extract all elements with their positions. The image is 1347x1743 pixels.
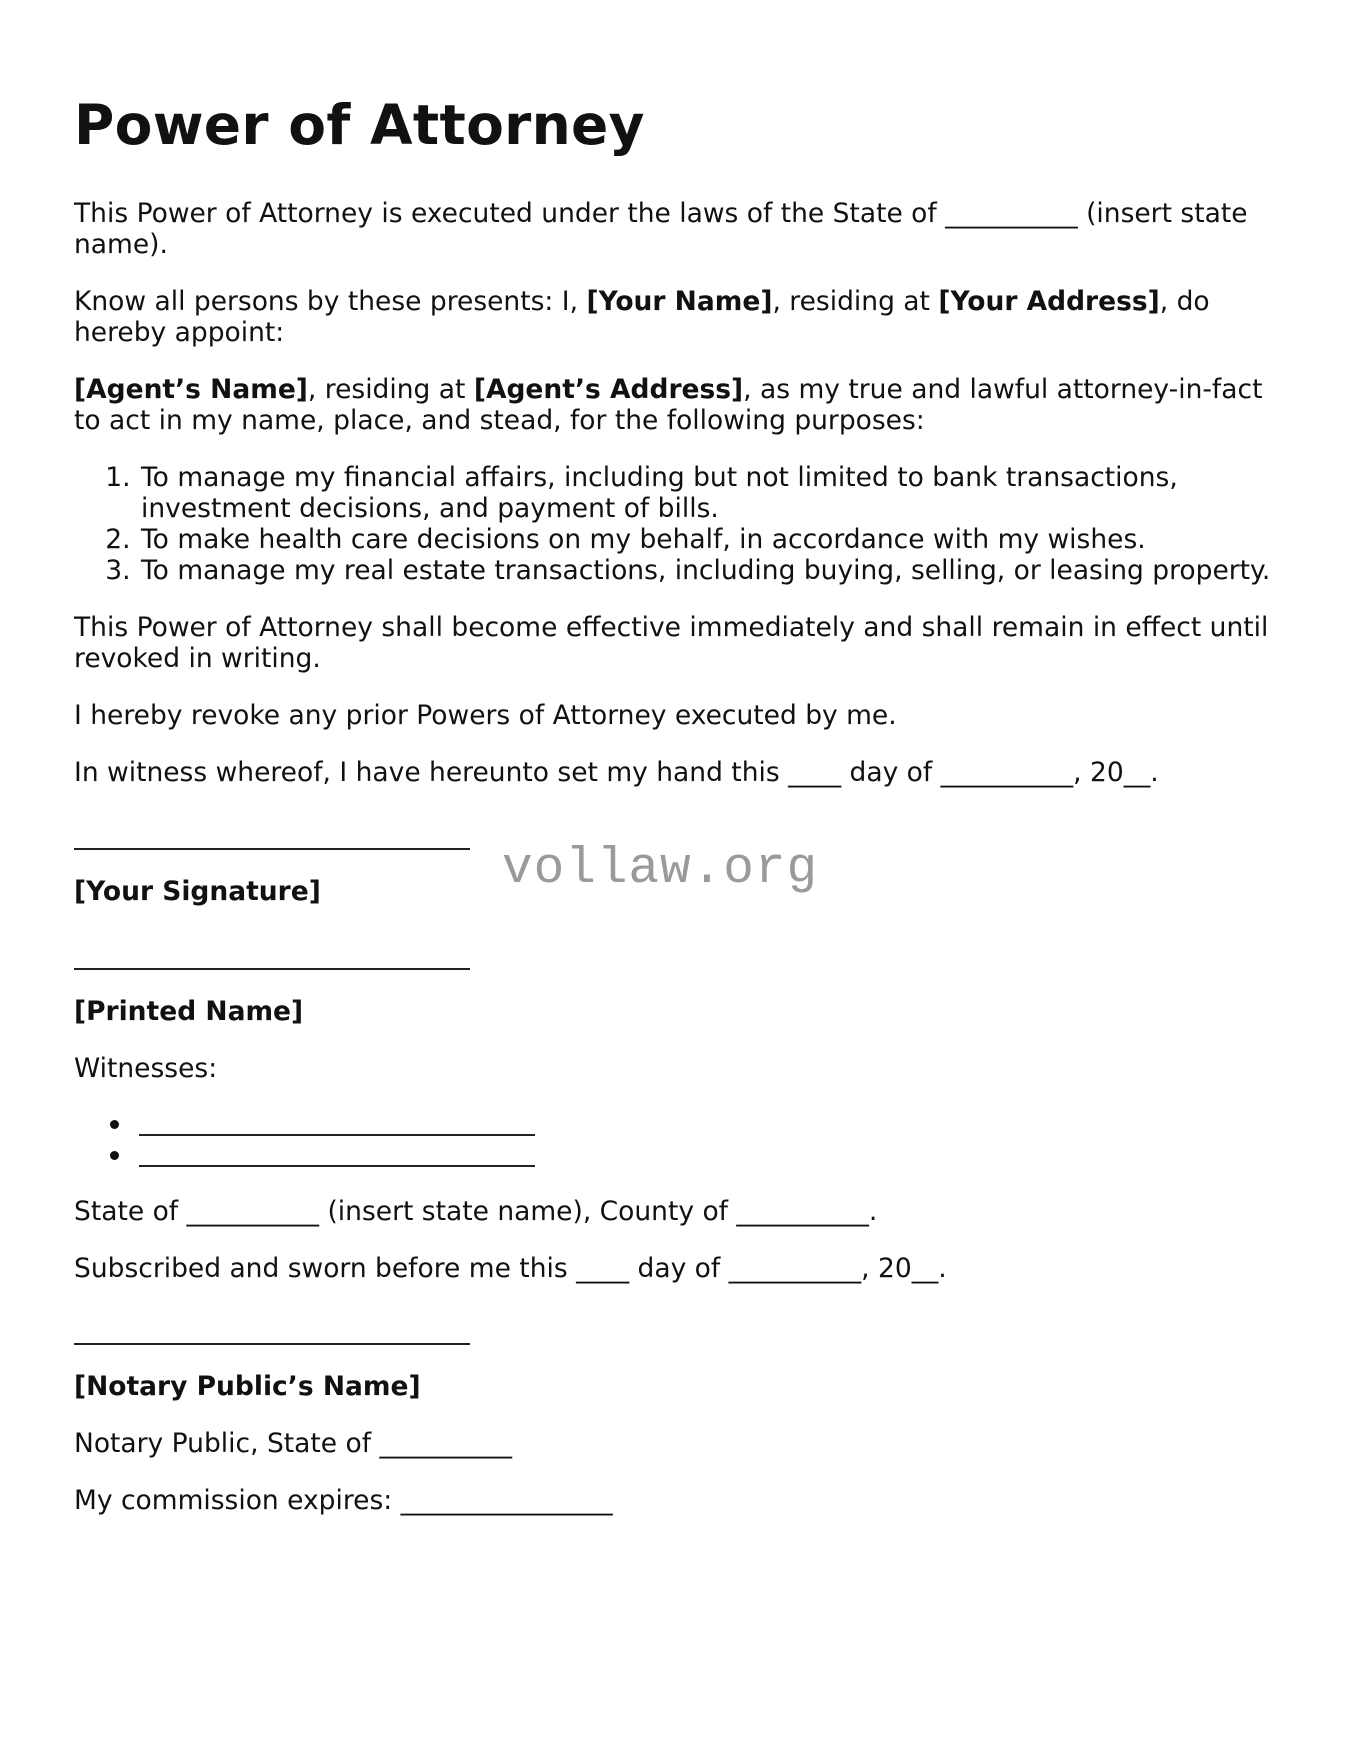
intro-paragraph: This Power of Attorney is executed under the laws of the State of __________ (insert state name). (74, 198, 1248, 260)
signature-line (74, 848, 470, 850)
notary-name-label: [Notary Public’s Name] (74, 1371, 421, 1402)
your-address-placeholder: [Your Address] (938, 286, 1160, 317)
purpose-item: 1. To manage my financial affairs, including but not limited to bank transactions, investment decisions, and payment of bills. (139, 462, 1274, 524)
purpose-item: 2. To make health care decisions on my behalf, in accordance with my wishes. (139, 524, 1274, 555)
witnesses-list (74, 1108, 1274, 1170)
sworn-paragraph: Subscribed and sworn before me this ____ day of __________, 20__. (74, 1253, 947, 1284)
watermark: vollaw.org (502, 841, 819, 898)
printed-name-line (74, 968, 470, 970)
agent-paragraph (74, 374, 1274, 436)
purposes-list (74, 462, 1274, 586)
witness-line-item (110, 1108, 1274, 1139)
witnesses-label: Witnesses: (74, 1053, 218, 1084)
witness-signature-line (139, 1165, 535, 1167)
agent-name-placeholder: [Agent’s Name] (74, 374, 308, 405)
bullet-icon (110, 1151, 119, 1160)
appointment-prefix: Know all persons by these presents: I, (74, 286, 587, 317)
agent-address-placeholder: [Agent’s Address] (473, 374, 744, 405)
notary-state-paragraph: Notary Public, State of __________ (74, 1428, 512, 1459)
state-county-paragraph: State of __________ (insert state name), County of __________. (74, 1196, 878, 1227)
agent-middle: , residing at (307, 374, 474, 405)
document-page (74, 92, 1274, 1542)
your-name-placeholder: [Your Name] (586, 286, 773, 317)
printed-name-label: [Printed Name] (74, 996, 304, 1027)
revocation-paragraph: I hereby revoke any prior Powers of Attorney executed by me. (74, 700, 897, 731)
effective-paragraph: This Power of Attorney shall become effective immediately and shall remain in effect until revoked in writing. (74, 612, 1269, 674)
appointment-suffix: , do hereby appoint: (74, 286, 1210, 348)
purpose-item: 3. To manage my real estate transactions, including buying, selling, or leasing property. (139, 555, 1274, 586)
notary-signature-line (74, 1343, 470, 1345)
bullet-icon (110, 1120, 119, 1129)
commission-paragraph: My commission expires: ________________ (74, 1485, 613, 1516)
witness-clause: In witness whereof, I have hereunto set my hand this ____ day of __________, 20__. (74, 757, 1159, 788)
witness-line-item (110, 1139, 1274, 1170)
appointment-middle: , residing at (772, 286, 939, 317)
appointment-paragraph (74, 286, 1274, 348)
witness-signature-line (139, 1134, 535, 1136)
document-title: Power of Attorney (74, 93, 645, 157)
signature-label: [Your Signature] (74, 876, 321, 907)
agent-suffix: , as my true and lawful attorney-in-fact to act in my name, place, and stead, for the following purposes: (74, 374, 1263, 436)
